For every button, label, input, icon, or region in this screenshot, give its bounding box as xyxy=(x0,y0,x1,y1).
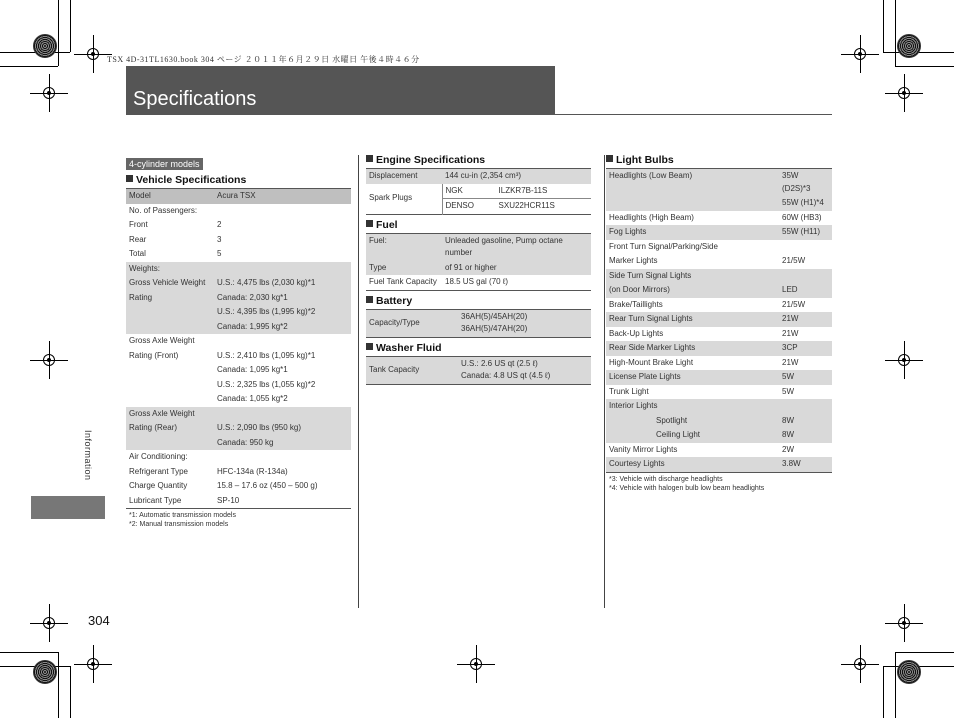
table-row xyxy=(606,254,832,269)
page-number: 304 xyxy=(88,613,110,628)
registration-mark-icon xyxy=(895,84,913,102)
spec-label: Total xyxy=(129,249,146,258)
spec-label xyxy=(126,436,214,451)
spec-label: License Plate Lights xyxy=(606,370,779,385)
spec-value: U.S.: 4,475 lbs (2,030 kg)*1 xyxy=(214,276,351,291)
crop-mark xyxy=(895,652,954,653)
registration-mark-icon xyxy=(895,351,913,369)
spec-label: Spotlight xyxy=(606,414,779,429)
spec-value: 21/5W xyxy=(782,299,806,309)
engine-column xyxy=(366,154,591,385)
spec-value: 3CP xyxy=(779,341,832,356)
column-divider xyxy=(604,155,605,608)
spec-value xyxy=(779,240,832,255)
registration-target-icon xyxy=(33,660,57,684)
light-bulbs-heading: Light Bulbs xyxy=(606,154,832,166)
table-row xyxy=(606,370,832,385)
registration-mark-icon xyxy=(84,45,102,63)
crop-mark xyxy=(895,652,896,718)
vehicle-specifications-heading: Vehicle Specifications xyxy=(126,174,352,186)
model-tag: 4-cylinder models xyxy=(126,158,203,170)
spec-label: Gross Vehicle Weight xyxy=(126,276,214,291)
spec-value: 55W (H1)*4 xyxy=(779,196,832,211)
spec-value: 15.8 – 17.6 oz (450 – 500 g) xyxy=(217,481,318,490)
spec-value: U.S.: 2,325 lbs (1,055 kg)*2 xyxy=(217,379,316,389)
spec-value: Canada: 2,030 kg*1 xyxy=(214,291,351,306)
displacement-label: Displacement xyxy=(366,169,442,184)
battery-heading: Battery xyxy=(366,295,591,307)
table-row xyxy=(126,494,351,509)
table-row xyxy=(126,378,351,393)
spec-label: Rear Side Marker Lights xyxy=(606,341,779,356)
spec-value: Canada: 1,995 kg*2 xyxy=(214,320,351,335)
table-row xyxy=(126,465,351,480)
crop-mark xyxy=(70,666,71,718)
spec-label: Rating xyxy=(126,291,214,306)
registration-mark-icon xyxy=(895,614,913,632)
spec-label: Rating (Front) xyxy=(129,350,179,360)
table-row xyxy=(126,363,351,378)
crop-mark xyxy=(883,0,884,52)
spark-plug-brand: DENSO xyxy=(442,199,496,215)
spec-value: LED xyxy=(779,283,832,298)
crop-mark xyxy=(0,66,58,67)
spec-value xyxy=(214,450,351,465)
spec-value: Unleaded gasoline, Pump octane number xyxy=(442,233,591,261)
washer-fluid-heading: Washer Fluid xyxy=(366,342,591,354)
crop-mark xyxy=(58,0,59,66)
table-row xyxy=(126,291,351,306)
spec-value: 55W (H11) xyxy=(779,225,832,240)
registration-mark-icon xyxy=(467,655,485,673)
registration-mark-icon xyxy=(40,351,58,369)
spec-value: 8W xyxy=(779,414,832,429)
spec-label: No. of Passengers: xyxy=(129,205,198,215)
spec-value: 5 xyxy=(217,249,222,258)
table-row xyxy=(126,218,351,233)
spec-label: Gross Axle Weight xyxy=(126,407,214,422)
spec-label: Ceiling Light xyxy=(606,428,779,443)
registration-mark-icon xyxy=(40,614,58,632)
crop-mark xyxy=(895,0,896,66)
spec-value xyxy=(214,407,351,422)
spec-label: Charge Quantity xyxy=(129,481,188,490)
spec-value: U.S.: 2,090 lbs (950 kg) xyxy=(214,421,351,436)
spec-value: 21/5W xyxy=(782,256,806,265)
title-rule xyxy=(126,114,832,115)
table-row xyxy=(126,247,351,262)
table-row xyxy=(126,392,351,407)
spec-label: Refrigerant Type xyxy=(129,466,188,476)
spec-label xyxy=(606,196,779,211)
washer-tank-value: U.S.: 2.6 US qt (2.5 ℓ) Canada: 4.8 US qt (4.5 ℓ) xyxy=(458,356,591,384)
spec-label: Back-Up Lights xyxy=(609,328,664,338)
table-row xyxy=(606,169,832,197)
table-row xyxy=(606,283,832,298)
table-row xyxy=(606,269,832,284)
spec-label: Weights: xyxy=(126,262,214,277)
light-bulbs-section xyxy=(606,154,832,493)
spec-value: Canada: 1,055 kg*2 xyxy=(217,394,288,403)
table-row xyxy=(126,334,351,349)
section-side-label: Information xyxy=(83,430,93,481)
spec-value: Canada: 950 kg xyxy=(214,436,351,451)
section-tab xyxy=(31,496,105,519)
footnote: *2: Manual transmission models xyxy=(129,521,229,528)
spec-label: High-Mount Brake Light xyxy=(609,357,694,367)
spec-value: 8W xyxy=(779,428,832,443)
table-row xyxy=(606,399,832,414)
spec-label xyxy=(126,305,214,320)
spec-value: 35W (D2S)*3 xyxy=(779,169,832,197)
footnote: *3: Vehicle with discharge headlights xyxy=(609,475,723,483)
engine-specifications-heading: Engine Specifications xyxy=(366,154,591,166)
spec-label: Brake/Taillights xyxy=(609,299,663,309)
vehicle-footnotes xyxy=(126,511,352,529)
registration-target-icon xyxy=(897,660,921,684)
spec-value: 2 xyxy=(217,220,222,229)
table-row xyxy=(366,275,591,290)
spark-plug-part: SXU22HCR11S xyxy=(498,201,555,210)
table-row xyxy=(126,189,351,204)
table-row xyxy=(126,450,351,465)
registration-target-icon xyxy=(33,34,57,58)
table-row xyxy=(126,276,351,291)
spec-value: of 91 or higher xyxy=(442,261,591,276)
page-title: Specifications xyxy=(133,88,257,110)
spec-label: Vanity Mirror Lights xyxy=(609,444,678,454)
crop-mark xyxy=(0,652,58,653)
spec-value: 21W xyxy=(782,328,799,338)
registration-mark-icon xyxy=(851,655,869,673)
table-row xyxy=(606,443,832,458)
table-row xyxy=(606,298,832,313)
table-row xyxy=(366,261,591,276)
vehicle-specifications-table xyxy=(126,188,351,509)
spec-value xyxy=(214,262,351,277)
spec-label xyxy=(126,378,214,393)
crop-mark xyxy=(895,66,954,67)
table-row xyxy=(606,457,832,472)
table-row xyxy=(606,240,832,255)
registration-mark-icon xyxy=(851,45,869,63)
spec-value: Acura TSX xyxy=(214,189,351,204)
registration-target-icon xyxy=(897,34,921,58)
table-row xyxy=(606,341,832,356)
crop-mark xyxy=(883,666,884,718)
table-row xyxy=(126,407,351,422)
spec-label: Front Turn Signal/Parking/Side xyxy=(609,241,718,251)
battery-capacity-label: Capacity/Type xyxy=(366,309,458,337)
spec-label: Fuel: xyxy=(366,233,442,261)
spec-value: Canada: 1,095 kg*1 xyxy=(217,365,288,374)
spec-label: Interior Lights xyxy=(606,399,779,414)
spec-label: Lubricant Type xyxy=(129,495,182,505)
table-row xyxy=(606,414,832,429)
spec-value xyxy=(779,269,832,284)
fuel-heading: Fuel xyxy=(366,219,591,231)
table-row xyxy=(606,211,832,226)
table-row xyxy=(126,262,351,277)
displacement-value: 144 cu-in (2,354 cm³) xyxy=(442,169,591,184)
spec-label: Front xyxy=(129,220,148,229)
table-row xyxy=(126,349,351,364)
table-row xyxy=(126,233,351,248)
spec-value: 5W xyxy=(779,370,832,385)
spec-value: SP-10 xyxy=(217,495,240,505)
washer-tank-label: Tank Capacity xyxy=(366,356,458,384)
washer-fluid-table xyxy=(366,356,591,385)
spec-label: Headlights (High Beam) xyxy=(609,212,694,222)
spec-label: Headlights (Low Beam) xyxy=(606,169,779,197)
light-bulbs-footnotes xyxy=(606,475,832,493)
footnote: *4: Vehicle with halogen bulb low beam headlights xyxy=(609,484,765,492)
spec-value: HFC-134a (R-134a) xyxy=(217,466,288,476)
spec-value xyxy=(779,399,832,414)
spec-value: 2W xyxy=(782,444,794,454)
spec-value xyxy=(214,204,351,219)
table-row xyxy=(606,312,832,327)
vehicle-specifications-section xyxy=(126,154,352,529)
spark-plugs-label: Spark Plugs xyxy=(369,193,413,203)
registration-mark-icon xyxy=(84,655,102,673)
engine-specifications-table xyxy=(366,168,591,215)
table-row xyxy=(126,421,351,436)
spec-label: Fog Lights xyxy=(606,225,779,240)
spark-plug-part: ILZKR7B-11S xyxy=(496,184,591,199)
spec-label xyxy=(126,320,214,335)
battery-capacity-value: 36AH(5)/45AH(20) 36AH(5)/47AH(20) xyxy=(458,309,591,337)
crop-mark xyxy=(70,0,71,52)
spec-value: U.S.: 2,410 lbs (1,095 kg)*1 xyxy=(217,350,316,360)
spec-value: 21W xyxy=(779,312,832,327)
fuel-table xyxy=(366,233,591,291)
table-row xyxy=(126,479,351,494)
table-row xyxy=(366,233,591,261)
battery-table xyxy=(366,309,591,338)
table-row xyxy=(606,428,832,443)
footnote: *1: Automatic transmission models xyxy=(129,512,236,519)
table-row xyxy=(606,327,832,342)
spec-value: 18.5 US gal (70 ℓ) xyxy=(445,277,509,286)
spec-label: Trunk Light xyxy=(609,386,649,396)
column-divider xyxy=(358,155,359,608)
table-row xyxy=(126,436,351,451)
spec-label: Rear xyxy=(129,234,147,244)
spec-label: Marker Lights xyxy=(609,256,658,265)
table-row xyxy=(606,385,832,400)
spec-label: Air Conditioning: xyxy=(129,452,188,461)
spec-value: 5W xyxy=(782,386,794,396)
spec-label: (on Door Mirrors) xyxy=(606,283,779,298)
spec-label: Rear Turn Signal Lights xyxy=(606,312,779,327)
table-row xyxy=(126,320,351,335)
light-bulbs-table xyxy=(606,168,832,473)
spec-value: 21W xyxy=(782,357,799,367)
spec-value: 3 xyxy=(217,234,222,244)
spec-label xyxy=(126,363,214,378)
table-row xyxy=(606,225,832,240)
spec-value: U.S.: 4,395 lbs (1,995 kg)*2 xyxy=(214,305,351,320)
table-row xyxy=(126,305,351,320)
spec-label: Gross Axle Weight xyxy=(129,336,195,345)
print-header: TSX 4D-31TL1630.book 304 ページ ２０１１年６月２９日 水曜日 午後４時４６分 xyxy=(107,55,420,64)
spec-value: 3.8W xyxy=(779,457,832,472)
spec-label: Type xyxy=(366,261,442,276)
spec-label: Fuel Tank Capacity xyxy=(369,277,437,286)
crop-mark xyxy=(58,652,59,718)
spec-label: Courtesy Lights xyxy=(606,457,779,472)
spark-plug-brand: NGK xyxy=(442,184,496,199)
table-row xyxy=(126,204,351,219)
spec-value: 60W (HB3) xyxy=(782,212,822,222)
table-row xyxy=(606,356,832,371)
spec-label: Model xyxy=(126,189,214,204)
spec-label: Side Turn Signal Lights xyxy=(606,269,779,284)
spec-value xyxy=(214,334,351,349)
table-row xyxy=(606,196,832,211)
spec-label xyxy=(126,392,214,407)
spec-label: Rating (Rear) xyxy=(126,421,214,436)
registration-mark-icon xyxy=(40,84,58,102)
